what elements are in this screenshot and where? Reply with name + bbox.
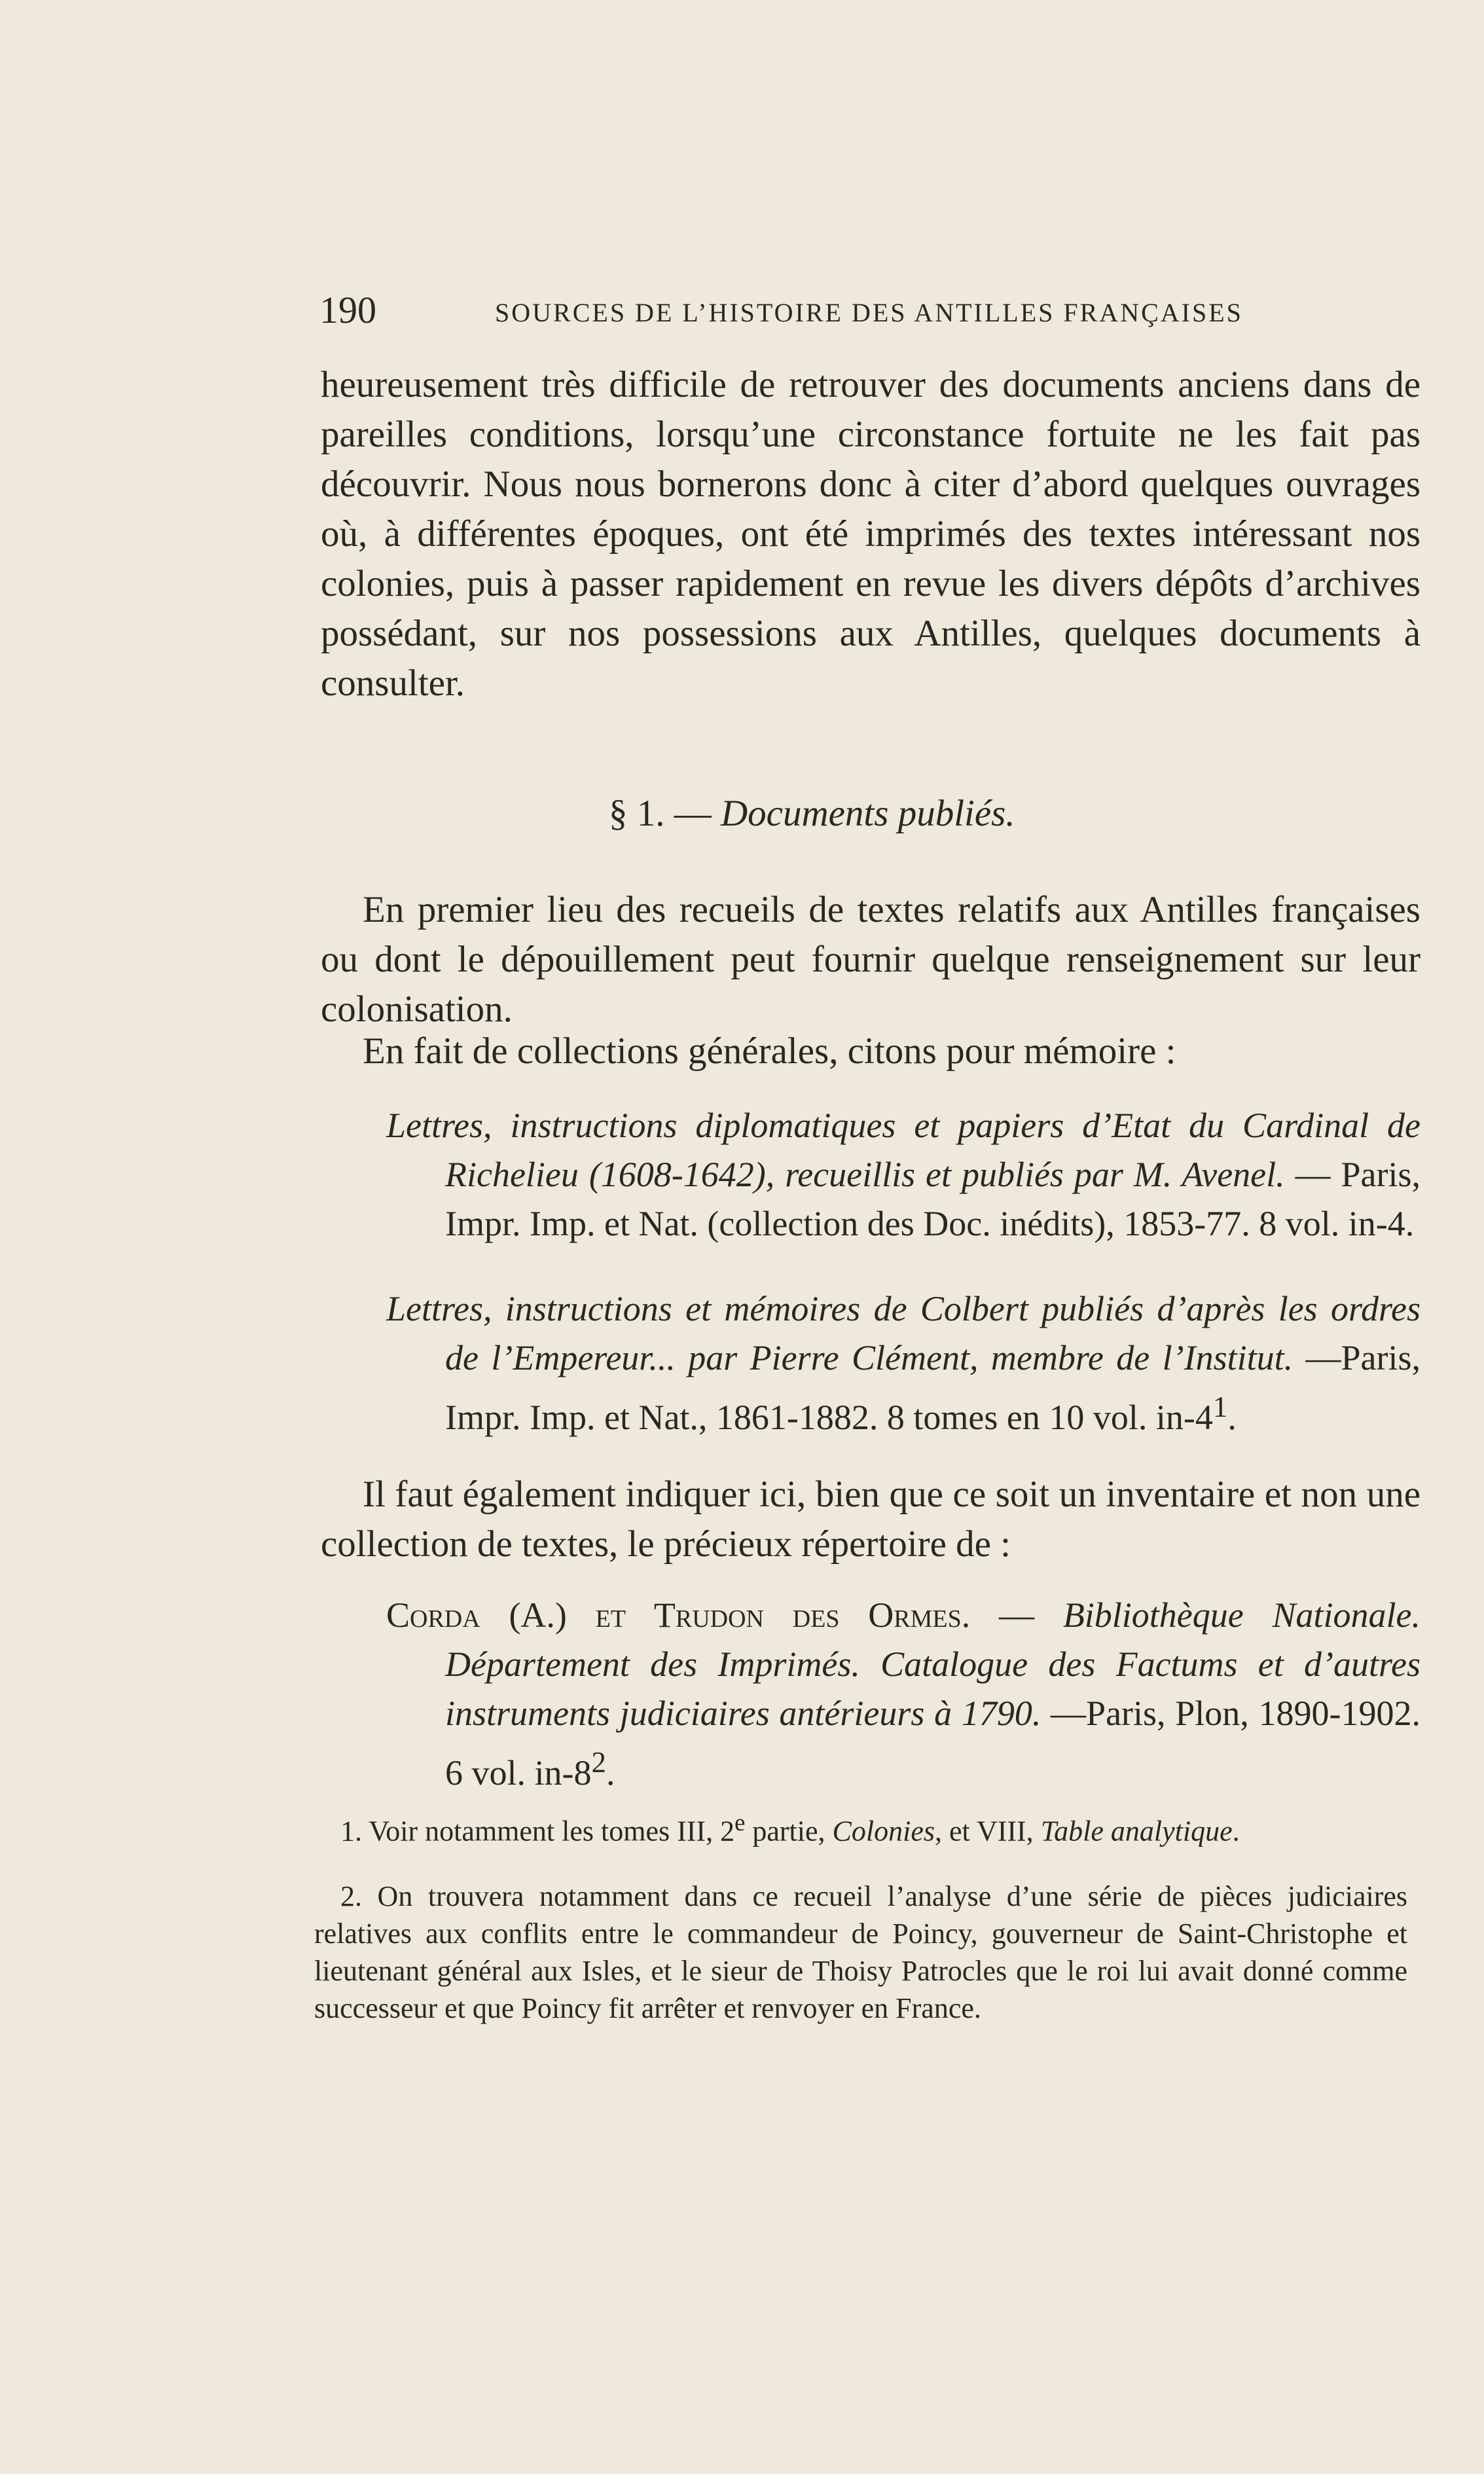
- footnote-ref: 1: [1212, 1391, 1228, 1423]
- footnote-2: [314, 1878, 1407, 2027]
- footnote-text: , et VIII,: [934, 1815, 1041, 1847]
- footnote-text: 1. Voir notamment les tomes III, 2: [340, 1815, 735, 1847]
- bib-title: Bibliothèque Nationale. Département des Imprimés. Catalogue des Factums et d’autres instruments judiciaires antérieurs à 1790.: [445, 1595, 1421, 1733]
- footnote-text: .: [1232, 1815, 1240, 1847]
- bib-dash: —: [970, 1595, 1063, 1635]
- bib-details: —Paris, Plon, 1890-1902. 6 vol. in-8: [445, 1694, 1421, 1792]
- paragraph-2: En premier lieu des recueils de textes relatifs aux Antilles françaises ou dont le dépouillement peut fournir quelque renseignement sur leur colonisation.: [321, 889, 1421, 1030]
- section-number: § 1. —: [609, 793, 712, 834]
- footnote-italic: Colonies: [832, 1815, 935, 1847]
- bib-title: Lettres, instructions et mémoires de Colbert publiés d’après les ordres de l’Empereur... par Pierre Clément, membre de l’Institut.: [386, 1289, 1421, 1377]
- bibliography-entry-colbert: [386, 1284, 1421, 1442]
- footnote-text: 2. On trouvera notamment dans ce recueil l’analyse d’une série de pièces judiciaires relatives aux conflits entre le commandeur de Poincy, gouverneur de Saint-Christophe et lieutenant général aux Isles, et le sieur de Thoisy Patrocles que le roi lui avait donné comme successeur et que Poincy fit arrêter et renvoyer en France.: [314, 1880, 1407, 2024]
- section-title: Documents publiés.: [721, 793, 1015, 834]
- bib-authors: Corda (A.) et Trudon des Ormes.: [386, 1595, 971, 1635]
- section-heading: [609, 792, 1015, 835]
- bib-title: Lettres, instructions diplomatiques et papiers d’Etat du Cardinal de Richelieu (1608-1642), recueillis et publiés par M. Avenel.: [386, 1106, 1421, 1194]
- footnote-1: [314, 1804, 1407, 1850]
- footnote-italic: Table analytique: [1040, 1815, 1233, 1847]
- bib-details: — Paris, Impr. Imp. et Nat. (collection des Doc. inédits), 1853-77. 8 vol. in-4.: [445, 1155, 1421, 1243]
- bib-details: —Paris, Impr. Imp. et Nat., 1861-1882. 8 tomes en 10 vol. in-4: [445, 1338, 1421, 1437]
- paragraph-3: En fait de collections générales, citons pour mémoire :: [363, 1030, 1176, 1072]
- paragraph-4: Il faut également indiquer ici, bien que ce soit un inventaire et non une collection de textes, le précieux répertoire de :: [321, 1474, 1421, 1565]
- page-header: [319, 288, 1275, 340]
- footnote-text: partie,: [745, 1815, 833, 1847]
- running-title: SOURCES DE L’HISTOIRE DES ANTILLES FRANÇAISES: [495, 298, 1243, 327]
- bibliography-entry-corda: [386, 1591, 1421, 1798]
- bibliography-entry-richelieu: [386, 1101, 1421, 1248]
- footnote-ref: 2: [591, 1746, 606, 1779]
- bib-end: .: [1227, 1398, 1237, 1437]
- page-number: 190: [319, 289, 376, 331]
- paragraph-1: heureusement très difficile de retrouver des documents anciens dans de pareilles conditions, lorsqu’une circonstance fortuite ne les fait pas découvrir. Nous nous bornerons donc à citer d’abord quelques ouvrages où, à différentes époques, ont été imprimés des textes intéressant nos colonies, puis à passer rapidement en revue les divers dépôts d’archives possédant, sur nos possessions aux Antilles, quelques documents à consulter.: [321, 364, 1421, 704]
- footnote-sup: e: [734, 1809, 746, 1836]
- bib-end: .: [606, 1753, 615, 1792]
